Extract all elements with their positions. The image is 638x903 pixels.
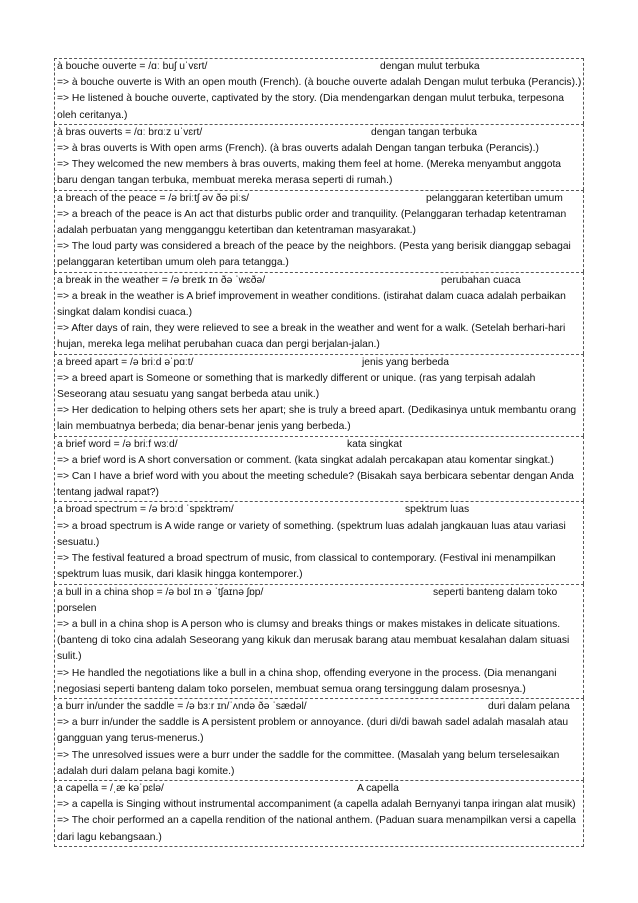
entry-term: a breach of the peace = /ə briːtʃ əv ðə piːs/: [57, 192, 250, 204]
entry-definition: => a capella is Singing without instrumental accompaniment (a capella adalah Bernyanyi tanpa iringan alat musik): [57, 799, 576, 811]
entry-heading: [57, 502, 583, 518]
entry-heading: [57, 273, 583, 289]
entry-definition: => a bull in a china shop is A person who is clumsy and breaks things or makes mistakes in delicate situations. (banteng di toko cina adalah Seseorang yang kikuk dan merusak barang atau membuat kesalahan dalam situasi sulit.): [57, 618, 570, 663]
glossary-entry: [54, 124, 584, 190]
entry-term: a burr in/under the saddle = /ə bɜːr ɪn/ˈʌndə ðə ˈsædəl/: [57, 700, 307, 712]
entry-heading: [57, 191, 583, 207]
entry-heading: [57, 781, 583, 797]
glossary-entry: [54, 780, 584, 847]
entry-example: => They welcomed the new members à bras ouverts, making them feel at home. (Mereka menyambut anggota baru dengan tangan terbuka, membuat mereka merasa seperti di rumah.): [57, 159, 562, 187]
entry-definition: => a broad spectrum is A wide range or variety of something. (spektrum luas adalah jangkauan luas atau variasi sesuatu.): [57, 520, 566, 548]
glossary-document: [54, 58, 584, 847]
glossary-entry: [54, 272, 584, 354]
glossary-entry: [54, 501, 584, 583]
entry-meaning: seperti banteng dalam toko: [433, 586, 558, 598]
entry-meaning: spektrum luas: [405, 504, 470, 516]
entry-definition: => a brief word is A short conversation or comment. (kata singkat adalah percakapan atau komentar singkat.): [57, 454, 554, 466]
entry-term: a breed apart = /ə briːd əˈpɑːt/: [57, 356, 194, 368]
entry-term: à bouche ouverte = /ɑː buʃ uˈvɛrt/: [57, 61, 208, 72]
entry-meaning: kata singkat: [347, 438, 402, 450]
entry-heading: [57, 125, 583, 141]
entry-example: => The loud party was considered a breach of the peace by the neighbors. (Pesta yang berisik dianggap sebagai pelanggaran ketertiban umum oleh para tetangga.): [57, 241, 571, 269]
entry-meaning: dengan tangan terbuka: [371, 126, 477, 138]
entry-meaning: A capella: [357, 782, 399, 794]
entry-meaning: duri dalam pelana: [488, 700, 570, 712]
entry-example: => He listened à bouche ouverte, captivated by the story. (Dia mendengarkan dengan mulut terbuka, terpesona oleh ceritanya.): [57, 93, 564, 121]
entry-example: => Her dedication to helping others sets her apart; she is truly a breed apart. (Dedikasinya untuk membantu orang lain membuatnya berbeda; dia benar-benar jenis yang berbeda.): [57, 405, 577, 433]
glossary-entry: [54, 354, 584, 436]
entry-term: a broad spectrum = /ə brɔːd ˈspɛktrəm/: [57, 504, 234, 516]
entry-term: a capella = /ˌæ kəˈpɛlə/: [57, 782, 164, 794]
entry-definition: => à bras ouverts is With open arms (French). (à bras ouverts adalah Dengan tangan terbuka (Perancis).): [57, 143, 539, 155]
entry-definition: => a break in the weather is A brief improvement in weather conditions. (istirahat dalam cuaca adalah perbaikan singkat dalam kondisi cuaca.): [57, 290, 566, 319]
entry-heading: [57, 437, 583, 453]
entry-heading: [57, 355, 583, 371]
entry-heading: [57, 59, 583, 75]
glossary-entry: [54, 436, 584, 502]
entry-example: => After days of rain, they were relieved to see a break in the weather and went for a walk. (Setelah berhari-hari hujan, mereka lega melihat perubahan cuaca dan pergi berjalan-jalan.): [57, 323, 566, 351]
entry-heading: [57, 699, 583, 715]
entry-meaning: pelanggaran ketertiban umum: [426, 192, 563, 204]
entry-meaning-continued: porselen: [57, 602, 97, 614]
entry-meaning: dengan mulut terbuka: [380, 61, 480, 72]
entry-example: => He handled the negotiations like a bull in a china shop, offending everyone in the process. (Dia menangani negosiasi seperti banteng dalam toko porselen, membuat semua orang tersinggung dalam prosesnya.): [57, 667, 557, 695]
entry-definition: => à bouche ouverte is With an open mouth (French). (à bouche ouverte adalah Dengan mulut terbuka (Perancis).): [57, 77, 582, 89]
glossary-entry: [54, 58, 584, 124]
entry-example: => Can I have a brief word with you about the meeting schedule? (Bisakah saya berbicara sebentar dengan Anda tentang jadwal rapat?): [57, 471, 574, 499]
entry-definition: => a breach of the peace is An act that disturbs public order and tranquility. (Pelanggaran terhadap ketentraman adalah perbuatan yang mengganggu ketertiban dan ketentraman masyarakat.): [57, 208, 567, 237]
entry-term: a bull in a china shop = /ə bʊl ɪn ə ˈtʃaɪnə ʃɒp/: [57, 586, 264, 598]
entry-term: a brief word = /ə briːf wɜːd/: [57, 438, 178, 450]
glossary-entry: [54, 584, 584, 698]
glossary-entry: [54, 190, 584, 272]
entry-example: => The unresolved issues were a burr under the saddle for the committee. (Masalah yang belum terselesaikan adalah duri dalam pelana bagi komite.): [57, 749, 560, 777]
entry-definition: => a burr in/under the saddle is A persistent problem or annoyance. (duri di/di bawah sadel adalah masalah atau gangguan yang terus-menerus.): [57, 717, 569, 745]
entry-heading: [57, 585, 583, 601]
entry-example: => The festival featured a broad spectrum of music, from classical to contemporary. (Festival ini menampilkan spektrum luas musik, dari klasik hingga kontemporer.): [57, 553, 556, 581]
entry-definition: => a breed apart is Someone or something that is markedly different or unique. (ras yang terpisah adalah Seseorang atau sesuatu yang sangat berbeda atau unik.): [57, 372, 536, 401]
glossary-entry: [54, 698, 584, 780]
entry-meaning: perubahan cuaca: [441, 274, 521, 286]
entry-term: a break in the weather = /ə breɪk ɪn ðə ˈwɛðə/: [57, 274, 266, 286]
entry-term: à bras ouverts = /ɑː brɑːz uˈvɛrt/: [57, 126, 203, 138]
entry-meaning: jenis yang berbeda: [362, 356, 450, 368]
entry-example: => The choir performed an a capella rendition of the national anthem. (Paduan suara menampilkan versi a capella dari lagu kebangsaan.): [57, 815, 576, 843]
